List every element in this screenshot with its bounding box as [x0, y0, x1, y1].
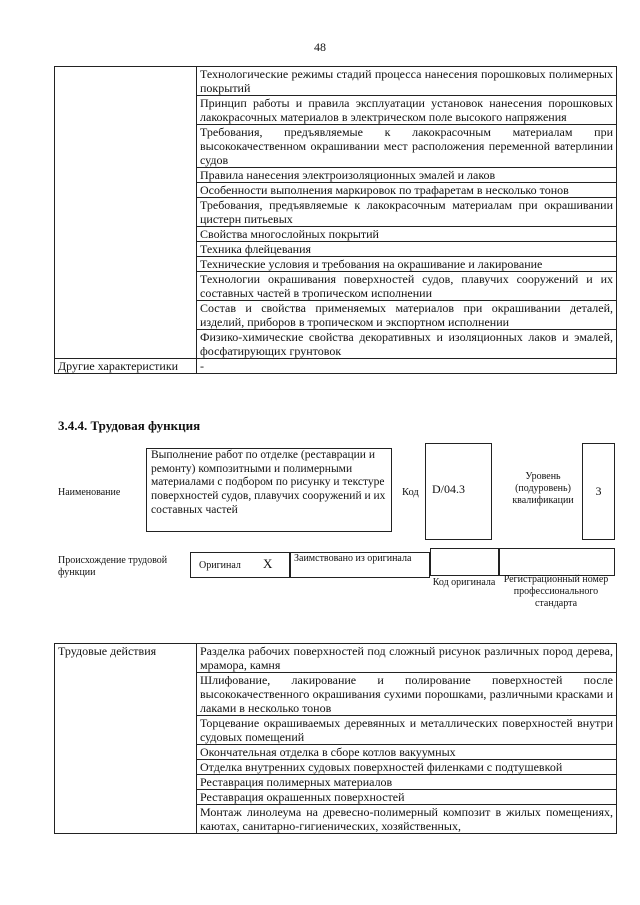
table-cell: Разделка рабочих поверхностей под сложный рисунок различных пород дерева, мрамора, камня [197, 644, 617, 673]
table-cell: Особенности выполнения маркировок по трафаретам в несколько тонов [197, 183, 617, 198]
page-number: 48 [314, 40, 326, 54]
labor-actions-table [54, 643, 617, 834]
qualification-level-value: 3 [582, 443, 615, 540]
origin-registration-cell [499, 548, 615, 576]
labor-actions-label: Трудовые действия [55, 644, 197, 834]
table-cell: Шлифование, лакирование и полирование поверхностей после высококачественного окрашивания сухими порошками, различными красками и лаками в несколько тонов [197, 673, 617, 716]
table-cell: Окончательная отделка в сборе котлов вакуумных [197, 745, 617, 760]
other-characteristics-label: Другие характеристики [55, 359, 197, 374]
code-value: D/04.3 [425, 443, 492, 540]
table-row [55, 359, 617, 374]
function-name-value: Выполнение работ по отделке (реставрации и ремонту) композитными и полимерными материалами с подбором по рисунку и текстуре поверхностей судов, плавучих сооружений и их составных частей [146, 448, 392, 532]
other-characteristics-value: - [197, 359, 617, 374]
table-cell: Требования, предъявляемые к лакокрасочным материалам при окрашивании цистерн питьевых [197, 198, 617, 227]
origin-original-label: Оригинал [199, 560, 241, 571]
table-cell: Принцип работы и правила эксплуатации установок нанесения порошковых лакокрасочных материалов в электрическом поле высокого напряжения [197, 96, 617, 125]
knowledge-label-cell [55, 67, 197, 359]
table-row [55, 644, 617, 673]
table-cell: Свойства многослойных покрытий [197, 227, 617, 242]
table-cell: Состав и свойства применяемых материалов при окрашивании деталей, изделий, приборов в тропическом и экспортном исполнении [197, 301, 617, 330]
name-label: Наименование [58, 487, 121, 498]
section-title: 3.4.4. Трудовая функция [58, 418, 201, 433]
table-cell: Техника флейцевания [197, 242, 617, 257]
knowledge-table [54, 66, 617, 374]
origin-code-caption: Код оригинала [432, 577, 496, 588]
origin-borrowed-cell: Заимствовано из оригинала [290, 552, 430, 578]
origin-label: Происхождение трудовой функции [58, 555, 168, 578]
table-cell: Технологии окрашивания поверхностей судов, плавучих сооружений и их составных частей в тропическом исполнении [197, 272, 617, 301]
table-cell: Торцевание окрашиваемых деревянных и металлических поверхностей внутри судовых помещений [197, 716, 617, 745]
table-cell: Монтаж линолеума на древесно-полимерный композит в жилых помещениях, каютах, санитарно-гигиенических, хозяйственных, [197, 805, 617, 834]
table-cell: Физико-химические свойства декоративных и изоляционных лаков и эмалей, фосфатирующих грунтовок [197, 330, 617, 359]
table-row [55, 67, 617, 96]
registration-number-caption: Регистрационный номер профессионального стандарта [503, 574, 609, 609]
table-cell: Технологические режимы стадий процесса нанесения порошковых полимерных покрытий [197, 67, 617, 96]
table-cell: Реставрация полимерных материалов [197, 775, 617, 790]
origin-original-mark: X [263, 556, 273, 571]
qualification-level-label: Уровень (подуровень) квалификации [512, 471, 574, 506]
table-cell: Правила нанесения электроизоляционных эмалей и лаков [197, 168, 617, 183]
origin-code-cell [430, 548, 499, 576]
table-cell: Требования, предъявляемые к лакокрасочным материалам при высококачественном окрашивании мест расположения переменной ватерлинии судов [197, 125, 617, 168]
table-cell: Отделка внутренних судовых поверхностей филенками с подтушевкой [197, 760, 617, 775]
code-label: Код [402, 487, 419, 498]
table-cell: Технические условия и требования на окрашивание и лакирование [197, 257, 617, 272]
table-cell: Реставрация окрашенных поверхностей [197, 790, 617, 805]
